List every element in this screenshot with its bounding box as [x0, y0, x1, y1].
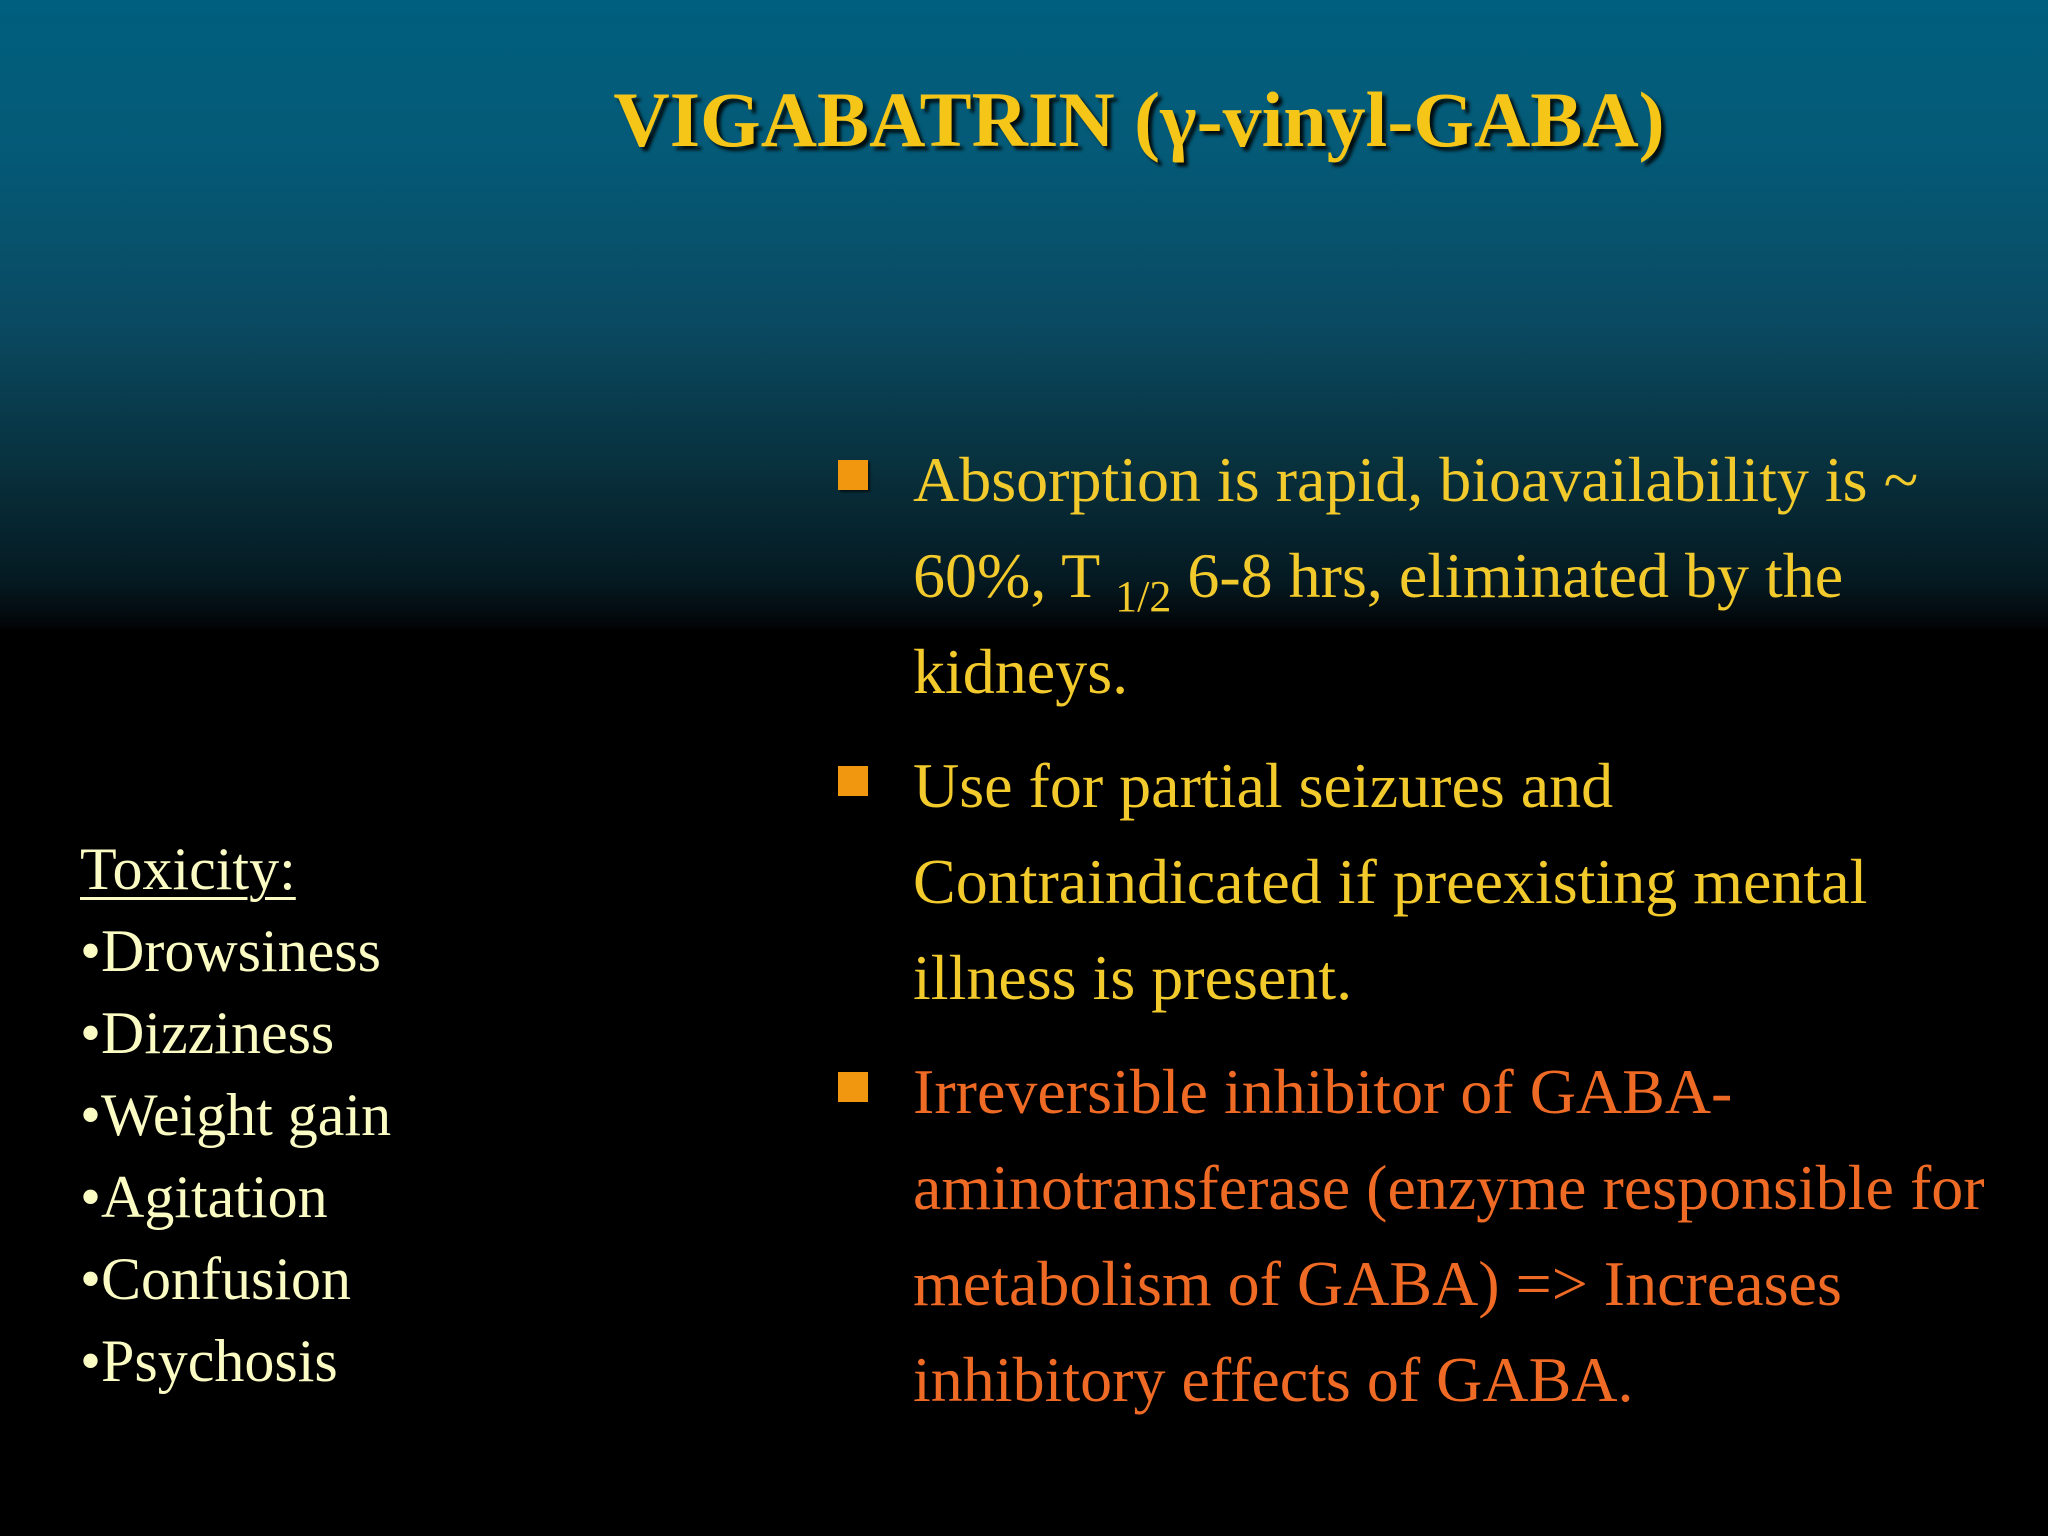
toxicity-list [80, 828, 391, 1402]
half-life-subscript: 1/2 [1115, 572, 1172, 621]
bullet-item-use [838, 738, 2028, 1026]
toxicity-item: •Weight gain [80, 1082, 392, 1148]
toxicity-item: •Agitation [80, 1164, 328, 1230]
square-bullet-icon [838, 1072, 868, 1102]
toxicity-heading: Toxicity: [80, 836, 296, 902]
bullet-list [838, 432, 2028, 1446]
square-bullet-icon [838, 460, 868, 490]
bullet-text-part: Absorption is rapid, bioavailability is ~ 60%, T [913, 444, 1919, 611]
toxicity-item: •Confusion [80, 1246, 352, 1312]
toxicity-item: •Psychosis [80, 1328, 338, 1394]
bullet-item-mechanism [838, 1044, 2028, 1428]
bullet-text: Irreversible inhibitor of GABA-aminotransferase (enzyme responsible for metabolism of GABA) => Increases inhibitory effects of GABA. [913, 1056, 1985, 1415]
bullet-item-pharmacokinetics [838, 432, 2028, 720]
bullet-text: Use for partial seizures and Contraindicated if preexisting mental illness is present. [913, 750, 1868, 1013]
bullet-text-part: 6-8 hrs, eliminated by the kidneys. [913, 540, 1844, 707]
square-bullet-icon [838, 766, 868, 796]
toxicity-item: •Drowsiness [80, 918, 381, 984]
toxicity-item: •Dizziness [80, 1000, 335, 1066]
slide-title: VIGABATRIN (γ-vinyl-GABA) [613, 76, 1665, 163]
